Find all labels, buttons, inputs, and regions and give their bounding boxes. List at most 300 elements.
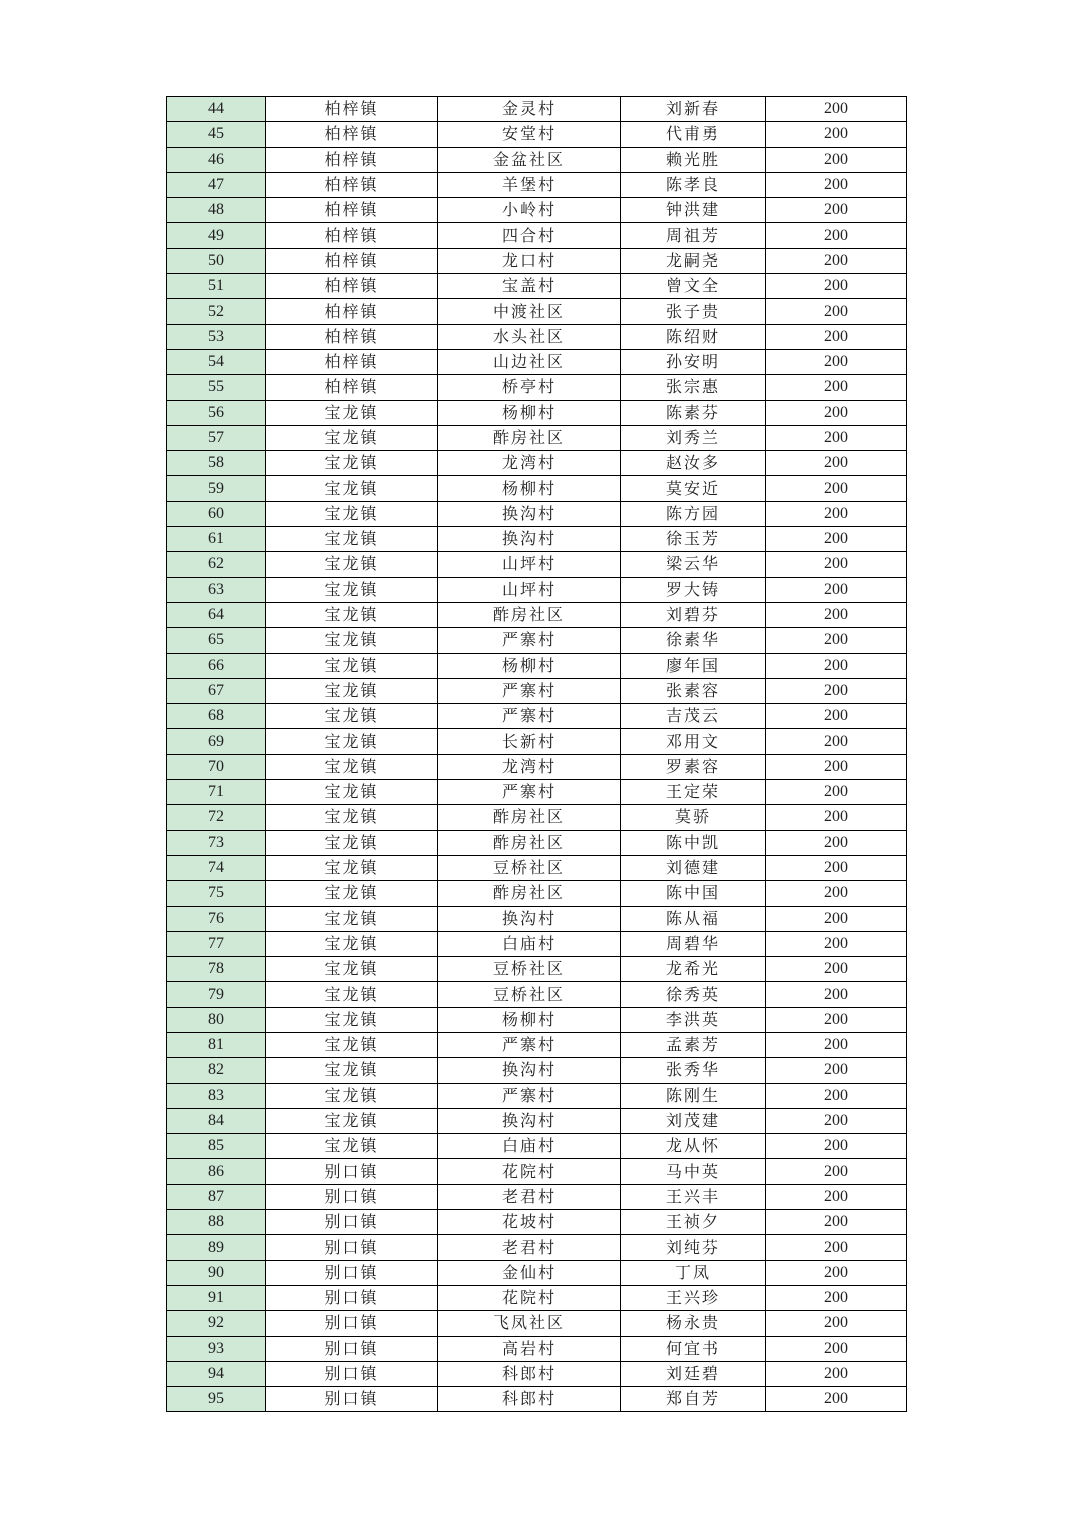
amount-cell: 200 (766, 349, 907, 374)
town-cell: 宝龙镇 (266, 729, 438, 754)
village-cell: 花坡村 (438, 1210, 621, 1235)
name-cell: 张宗惠 (621, 375, 766, 400)
table-row (167, 476, 907, 501)
name-cell: 刘茂建 (621, 1108, 766, 1133)
village-cell: 酢房社区 (438, 881, 621, 906)
name-cell: 孟素芳 (621, 1032, 766, 1057)
name-cell: 陈刚生 (621, 1083, 766, 1108)
town-cell: 宝龙镇 (266, 1134, 438, 1159)
village-cell: 豆桥社区 (438, 982, 621, 1007)
row-number-cell: 94 (167, 1361, 266, 1386)
table-row (167, 451, 907, 476)
amount-cell: 200 (766, 552, 907, 577)
town-cell: 宝龙镇 (266, 678, 438, 703)
name-cell: 何宜书 (621, 1336, 766, 1361)
table-row (167, 324, 907, 349)
table-row (167, 1336, 907, 1361)
name-cell: 周碧华 (621, 931, 766, 956)
row-number-cell: 86 (167, 1159, 266, 1184)
name-cell: 陈从福 (621, 906, 766, 931)
amount-cell: 200 (766, 1032, 907, 1057)
amount-cell: 200 (766, 1134, 907, 1159)
amount-cell: 200 (766, 476, 907, 501)
amount-cell: 200 (766, 1083, 907, 1108)
amount-cell: 200 (766, 628, 907, 653)
row-number-cell: 80 (167, 1007, 266, 1032)
name-cell: 陈中凯 (621, 830, 766, 855)
village-cell: 山坪村 (438, 577, 621, 602)
name-cell: 周祖芳 (621, 223, 766, 248)
town-cell: 柏梓镇 (266, 147, 438, 172)
town-cell: 柏梓镇 (266, 349, 438, 374)
town-cell: 宝龙镇 (266, 552, 438, 577)
town-cell: 宝龙镇 (266, 1007, 438, 1032)
village-cell: 杨柳村 (438, 400, 621, 425)
amount-cell: 200 (766, 881, 907, 906)
town-cell: 宝龙镇 (266, 881, 438, 906)
name-cell: 刘廷碧 (621, 1361, 766, 1386)
row-number-cell: 67 (167, 678, 266, 703)
town-cell: 别口镇 (266, 1184, 438, 1209)
table-row (167, 198, 907, 223)
town-cell: 柏梓镇 (266, 223, 438, 248)
village-cell: 龙湾村 (438, 754, 621, 779)
village-cell: 豆桥社区 (438, 957, 621, 982)
village-cell: 白庙村 (438, 1134, 621, 1159)
amount-cell: 200 (766, 425, 907, 450)
village-cell: 长新村 (438, 729, 621, 754)
name-cell: 马中英 (621, 1159, 766, 1184)
table-row (167, 602, 907, 627)
row-number-cell: 64 (167, 602, 266, 627)
town-cell: 宝龙镇 (266, 451, 438, 476)
name-cell: 廖年国 (621, 653, 766, 678)
amount-cell: 200 (766, 780, 907, 805)
row-number-cell: 84 (167, 1108, 266, 1133)
name-cell: 徐秀英 (621, 982, 766, 1007)
table-row (167, 577, 907, 602)
amount-cell: 200 (766, 906, 907, 931)
village-cell: 换沟村 (438, 501, 621, 526)
row-number-cell: 49 (167, 223, 266, 248)
row-number-cell: 77 (167, 931, 266, 956)
row-number-cell: 82 (167, 1058, 266, 1083)
village-cell: 安堂村 (438, 122, 621, 147)
amount-cell: 200 (766, 122, 907, 147)
village-cell: 严寨村 (438, 704, 621, 729)
village-cell: 龙湾村 (438, 451, 621, 476)
town-cell: 柏梓镇 (266, 299, 438, 324)
name-cell: 徐素华 (621, 628, 766, 653)
table-row (167, 1058, 907, 1083)
name-cell: 刘纯芬 (621, 1235, 766, 1260)
amount-cell: 200 (766, 97, 907, 122)
amount-cell: 200 (766, 729, 907, 754)
name-cell: 莫骄 (621, 805, 766, 830)
table-row (167, 1032, 907, 1057)
amount-cell: 200 (766, 1108, 907, 1133)
village-cell: 换沟村 (438, 1108, 621, 1133)
table-row (167, 931, 907, 956)
table-row (167, 349, 907, 374)
town-cell: 宝龙镇 (266, 931, 438, 956)
name-cell: 莫安近 (621, 476, 766, 501)
table-row (167, 855, 907, 880)
village-cell: 酢房社区 (438, 425, 621, 450)
table-row (167, 653, 907, 678)
row-number-cell: 72 (167, 805, 266, 830)
row-number-cell: 52 (167, 299, 266, 324)
table-row (167, 628, 907, 653)
table-row (167, 957, 907, 982)
amount-cell: 200 (766, 1058, 907, 1083)
village-cell: 豆桥社区 (438, 855, 621, 880)
town-cell: 别口镇 (266, 1387, 438, 1412)
table-row (167, 147, 907, 172)
table-row (167, 1387, 907, 1412)
town-cell: 别口镇 (266, 1235, 438, 1260)
name-cell: 陈素芬 (621, 400, 766, 425)
amount-cell: 200 (766, 855, 907, 880)
table-row (167, 97, 907, 122)
amount-cell: 200 (766, 1159, 907, 1184)
town-cell: 宝龙镇 (266, 501, 438, 526)
amount-cell: 200 (766, 172, 907, 197)
amount-cell: 200 (766, 1311, 907, 1336)
town-cell: 宝龙镇 (266, 1083, 438, 1108)
row-number-cell: 93 (167, 1336, 266, 1361)
village-cell: 酢房社区 (438, 805, 621, 830)
name-cell: 张秀华 (621, 1058, 766, 1083)
town-cell: 宝龙镇 (266, 982, 438, 1007)
table-row (167, 527, 907, 552)
name-cell: 王祯夕 (621, 1210, 766, 1235)
row-number-cell: 66 (167, 653, 266, 678)
table-row (167, 729, 907, 754)
row-number-cell: 85 (167, 1134, 266, 1159)
row-number-cell: 57 (167, 425, 266, 450)
row-number-cell: 65 (167, 628, 266, 653)
table-row (167, 375, 907, 400)
village-cell: 酢房社区 (438, 602, 621, 627)
name-cell: 龙嗣尧 (621, 248, 766, 273)
row-number-cell: 79 (167, 982, 266, 1007)
name-cell: 王兴丰 (621, 1184, 766, 1209)
amount-cell: 200 (766, 602, 907, 627)
town-cell: 柏梓镇 (266, 172, 438, 197)
village-cell: 换沟村 (438, 906, 621, 931)
amount-cell: 200 (766, 678, 907, 703)
town-cell: 宝龙镇 (266, 628, 438, 653)
village-cell: 高岩村 (438, 1336, 621, 1361)
name-cell: 刘新春 (621, 97, 766, 122)
amount-cell: 200 (766, 830, 907, 855)
name-cell: 钟洪建 (621, 198, 766, 223)
village-cell: 杨柳村 (438, 653, 621, 678)
name-cell: 陈绍财 (621, 324, 766, 349)
name-cell: 龙从怀 (621, 1134, 766, 1159)
amount-cell: 200 (766, 1260, 907, 1285)
name-cell: 罗大铸 (621, 577, 766, 602)
village-cell: 换沟村 (438, 527, 621, 552)
table-row (167, 704, 907, 729)
table-row (167, 830, 907, 855)
village-cell: 山坪村 (438, 552, 621, 577)
village-cell: 金盆社区 (438, 147, 621, 172)
amount-cell: 200 (766, 931, 907, 956)
town-cell: 宝龙镇 (266, 754, 438, 779)
amount-cell: 200 (766, 704, 907, 729)
table-row (167, 982, 907, 1007)
name-cell: 张素容 (621, 678, 766, 703)
amount-cell: 200 (766, 198, 907, 223)
village-cell: 羊堡村 (438, 172, 621, 197)
town-cell: 宝龙镇 (266, 704, 438, 729)
row-number-cell: 91 (167, 1285, 266, 1310)
village-cell: 中渡社区 (438, 299, 621, 324)
amount-cell: 200 (766, 223, 907, 248)
town-cell: 宝龙镇 (266, 906, 438, 931)
village-cell: 严寨村 (438, 780, 621, 805)
row-number-cell: 81 (167, 1032, 266, 1057)
table-row (167, 274, 907, 299)
row-number-cell: 62 (167, 552, 266, 577)
town-cell: 别口镇 (266, 1260, 438, 1285)
row-number-cell: 59 (167, 476, 266, 501)
row-number-cell: 55 (167, 375, 266, 400)
row-number-cell: 61 (167, 527, 266, 552)
row-number-cell: 71 (167, 780, 266, 805)
name-cell: 徐玉芳 (621, 527, 766, 552)
name-cell: 郑自芳 (621, 1387, 766, 1412)
village-cell: 花院村 (438, 1159, 621, 1184)
row-number-cell: 75 (167, 881, 266, 906)
town-cell: 宝龙镇 (266, 425, 438, 450)
table-row (167, 425, 907, 450)
amount-cell: 200 (766, 501, 907, 526)
table-row (167, 906, 907, 931)
row-number-cell: 73 (167, 830, 266, 855)
row-number-cell: 89 (167, 1235, 266, 1260)
village-cell: 四合村 (438, 223, 621, 248)
table-row (167, 1361, 907, 1386)
table-row (167, 552, 907, 577)
amount-cell: 200 (766, 1361, 907, 1386)
row-number-cell: 44 (167, 97, 266, 122)
table-row (167, 299, 907, 324)
table-row (167, 172, 907, 197)
name-cell: 龙希光 (621, 957, 766, 982)
amount-cell: 200 (766, 653, 907, 678)
table-row (167, 881, 907, 906)
village-cell: 严寨村 (438, 1032, 621, 1057)
village-cell: 严寨村 (438, 628, 621, 653)
town-cell: 宝龙镇 (266, 577, 438, 602)
name-cell: 王兴珍 (621, 1285, 766, 1310)
table-row (167, 1184, 907, 1209)
amount-cell: 200 (766, 451, 907, 476)
name-cell: 张子贵 (621, 299, 766, 324)
document-sheet (166, 96, 906, 1412)
amount-cell: 200 (766, 274, 907, 299)
amount-cell: 200 (766, 1210, 907, 1235)
name-cell: 刘秀兰 (621, 425, 766, 450)
village-cell: 杨柳村 (438, 1007, 621, 1032)
amount-cell: 200 (766, 754, 907, 779)
name-cell: 赵汝多 (621, 451, 766, 476)
row-number-cell: 70 (167, 754, 266, 779)
village-cell: 桥亭村 (438, 375, 621, 400)
town-cell: 宝龙镇 (266, 1032, 438, 1057)
amount-cell: 200 (766, 1336, 907, 1361)
town-cell: 柏梓镇 (266, 122, 438, 147)
table-row (167, 1210, 907, 1235)
row-number-cell: 47 (167, 172, 266, 197)
table-row (167, 678, 907, 703)
village-cell: 酢房社区 (438, 830, 621, 855)
village-cell: 老君村 (438, 1184, 621, 1209)
town-cell: 宝龙镇 (266, 830, 438, 855)
table-row (167, 780, 907, 805)
row-number-cell: 90 (167, 1260, 266, 1285)
row-number-cell: 45 (167, 122, 266, 147)
village-cell: 山边社区 (438, 349, 621, 374)
village-cell: 老君村 (438, 1235, 621, 1260)
amount-cell: 200 (766, 1387, 907, 1412)
town-cell: 宝龙镇 (266, 653, 438, 678)
village-cell: 严寨村 (438, 678, 621, 703)
town-cell: 宝龙镇 (266, 602, 438, 627)
amount-cell: 200 (766, 400, 907, 425)
name-cell: 陈中国 (621, 881, 766, 906)
row-number-cell: 74 (167, 855, 266, 880)
town-cell: 柏梓镇 (266, 97, 438, 122)
row-number-cell: 53 (167, 324, 266, 349)
town-cell: 别口镇 (266, 1311, 438, 1336)
table-row (167, 1083, 907, 1108)
town-cell: 宝龙镇 (266, 1058, 438, 1083)
row-number-cell: 60 (167, 501, 266, 526)
town-cell: 宝龙镇 (266, 805, 438, 830)
village-cell: 科郎村 (438, 1387, 621, 1412)
town-cell: 宝龙镇 (266, 1108, 438, 1133)
row-number-cell: 68 (167, 704, 266, 729)
row-number-cell: 51 (167, 274, 266, 299)
row-number-cell: 87 (167, 1184, 266, 1209)
table-body (167, 97, 907, 1412)
village-cell: 花院村 (438, 1285, 621, 1310)
subsidy-table (166, 96, 907, 1412)
amount-cell: 200 (766, 1184, 907, 1209)
village-cell: 小岭村 (438, 198, 621, 223)
amount-cell: 200 (766, 1285, 907, 1310)
row-number-cell: 63 (167, 577, 266, 602)
name-cell: 曾文全 (621, 274, 766, 299)
row-number-cell: 50 (167, 248, 266, 273)
amount-cell: 200 (766, 147, 907, 172)
row-number-cell: 46 (167, 147, 266, 172)
name-cell: 吉茂云 (621, 704, 766, 729)
table-row (167, 1159, 907, 1184)
table-row (167, 754, 907, 779)
amount-cell: 200 (766, 527, 907, 552)
name-cell: 李洪英 (621, 1007, 766, 1032)
village-cell: 龙口村 (438, 248, 621, 273)
name-cell: 梁云华 (621, 552, 766, 577)
row-number-cell: 88 (167, 1210, 266, 1235)
name-cell: 邓用文 (621, 729, 766, 754)
town-cell: 宝龙镇 (266, 780, 438, 805)
town-cell: 柏梓镇 (266, 248, 438, 273)
row-number-cell: 92 (167, 1311, 266, 1336)
amount-cell: 200 (766, 957, 907, 982)
amount-cell: 200 (766, 324, 907, 349)
row-number-cell: 78 (167, 957, 266, 982)
village-cell: 金仙村 (438, 1260, 621, 1285)
table-row (167, 223, 907, 248)
town-cell: 宝龙镇 (266, 400, 438, 425)
town-cell: 别口镇 (266, 1361, 438, 1386)
table-row (167, 1285, 907, 1310)
town-cell: 宝龙镇 (266, 527, 438, 552)
row-number-cell: 95 (167, 1387, 266, 1412)
name-cell: 王定荣 (621, 780, 766, 805)
town-cell: 别口镇 (266, 1159, 438, 1184)
table-row (167, 1007, 907, 1032)
row-number-cell: 83 (167, 1083, 266, 1108)
table-row (167, 1235, 907, 1260)
town-cell: 别口镇 (266, 1285, 438, 1310)
village-cell: 科郎村 (438, 1361, 621, 1386)
town-cell: 柏梓镇 (266, 375, 438, 400)
row-number-cell: 76 (167, 906, 266, 931)
town-cell: 别口镇 (266, 1210, 438, 1235)
village-cell: 飞凤社区 (438, 1311, 621, 1336)
village-cell: 宝盖村 (438, 274, 621, 299)
table-row (167, 1108, 907, 1133)
table-row (167, 1311, 907, 1336)
name-cell: 罗素容 (621, 754, 766, 779)
amount-cell: 200 (766, 248, 907, 273)
row-number-cell: 54 (167, 349, 266, 374)
table-row (167, 248, 907, 273)
name-cell: 赖光胜 (621, 147, 766, 172)
name-cell: 陈孝良 (621, 172, 766, 197)
name-cell: 丁凤 (621, 1260, 766, 1285)
table-row (167, 501, 907, 526)
name-cell: 代甫勇 (621, 122, 766, 147)
name-cell: 刘德建 (621, 855, 766, 880)
amount-cell: 200 (766, 1007, 907, 1032)
amount-cell: 200 (766, 982, 907, 1007)
amount-cell: 200 (766, 1235, 907, 1260)
name-cell: 孙安明 (621, 349, 766, 374)
town-cell: 柏梓镇 (266, 198, 438, 223)
amount-cell: 200 (766, 299, 907, 324)
row-number-cell: 48 (167, 198, 266, 223)
table-row (167, 1260, 907, 1285)
table-row (167, 1134, 907, 1159)
village-cell: 白庙村 (438, 931, 621, 956)
row-number-cell: 69 (167, 729, 266, 754)
row-number-cell: 56 (167, 400, 266, 425)
amount-cell: 200 (766, 805, 907, 830)
village-cell: 金灵村 (438, 97, 621, 122)
town-cell: 柏梓镇 (266, 274, 438, 299)
row-number-cell: 58 (167, 451, 266, 476)
amount-cell: 200 (766, 577, 907, 602)
village-cell: 换沟村 (438, 1058, 621, 1083)
